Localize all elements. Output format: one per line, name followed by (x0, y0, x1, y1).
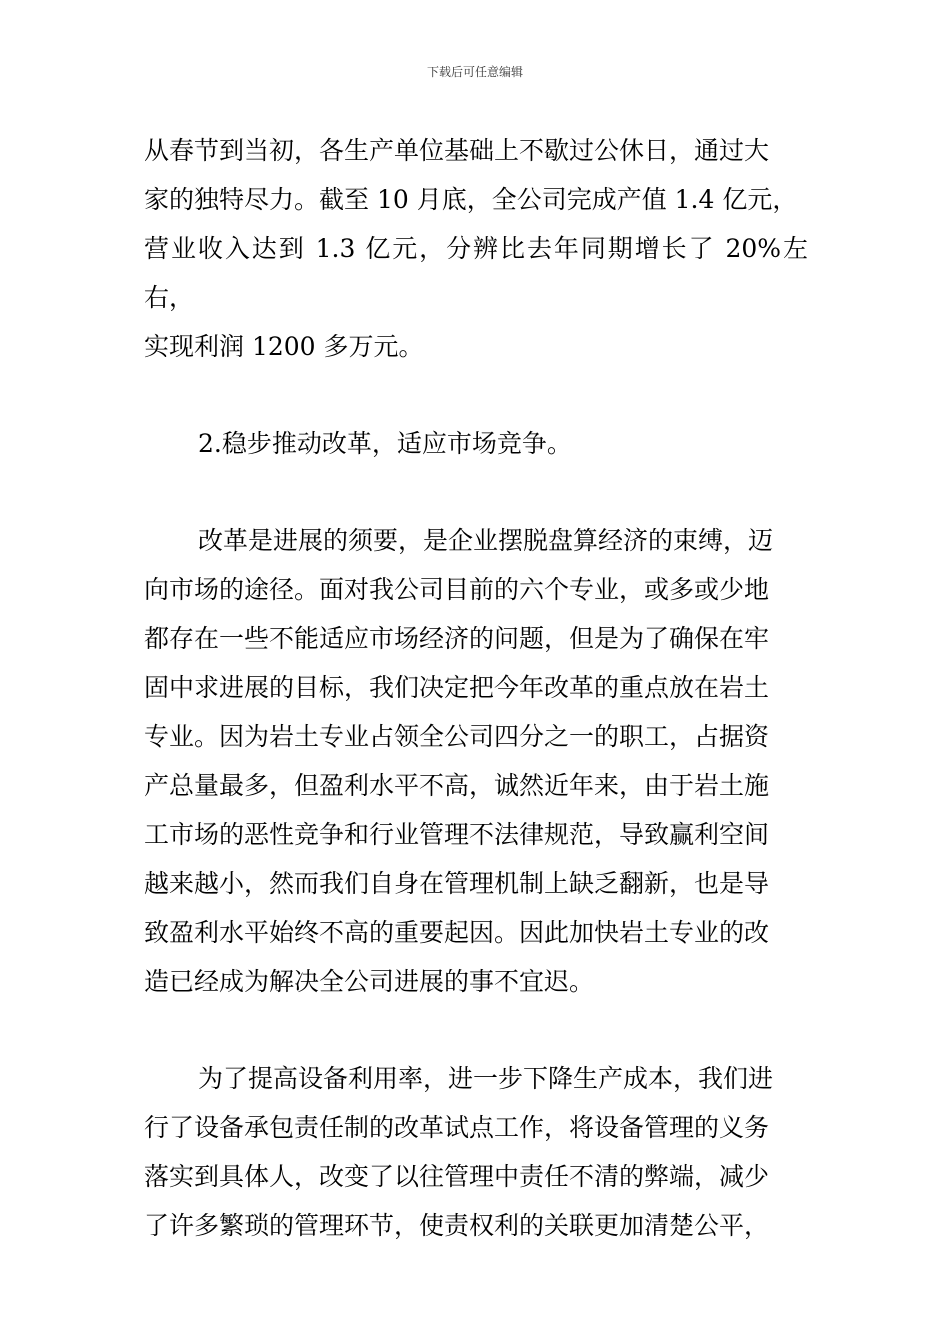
paragraph-reform-details (144, 516, 808, 1006)
text-line: 向市场的途径。面对我公司目前的六个专业，或多或少地 (144, 575, 770, 604)
text-line: 专业。因为岩土专业占领全公司四分之一的职工，占据资 (144, 722, 770, 751)
text-line: 改革是进展的须要，是企业摆脱盘算经济的束缚，迈 (198, 526, 774, 555)
document-body (144, 126, 808, 1250)
paragraph-production-summary (144, 126, 808, 371)
section-heading-reform (144, 419, 808, 468)
text-line: 都存在一些不能适应市场经济的问题，但是为了确保在牢 (144, 624, 770, 653)
text-line: 固中求进展的目标，我们决定把今年改革的重点放在岩土 (144, 673, 770, 702)
text-line: 营业收入达到 1.3 亿元，分辨比去年同期增长了 20%左右， (144, 234, 808, 312)
text-line: 落实到具体人，改变了以往管理中责任不清的弊端，减少 (144, 1162, 770, 1191)
text-line: 越来越小，然而我们自身在管理机制上缺乏翻新，也是导 (144, 869, 770, 898)
text-line: 工市场的恶性竞争和行业管理不法律规范，导致赢利空间 (144, 820, 770, 849)
text-line: 为了提高设备利用率，进一步下降生产成本，我们进 (198, 1064, 774, 1093)
text-line: 致盈利水平始终不高的重要起因。因此加快岩土专业的改 (144, 918, 770, 947)
page-header: 下载后可任意编辑 (426, 65, 523, 79)
text-line: 2.稳步推动改革，适应市场竞争。 (198, 429, 572, 458)
text-line: 造已经成为解决全公司进展的事不宜迟。 (144, 967, 595, 996)
text-line: 实现利润 1200 多万元。 (144, 332, 424, 361)
paragraph-equipment-reform (144, 1054, 808, 1250)
text-line: 从春节到当初，各生产单位基础上不歇过公休日，通过大 (144, 136, 770, 165)
text-line: 行了设备承包责任制的改革试点工作，将设备管理的义务 (144, 1113, 770, 1142)
text-line: 产总量最多，但盈利水平不高，诚然近年来，由于岩土施 (144, 771, 770, 800)
text-line: 了许多繁琐的管理环节，使责权利的关联更加清楚公平， (144, 1211, 770, 1240)
text-line: 家的独特尽力。截至 10 月底，全公司完成产值 1.4 亿元， (144, 185, 798, 214)
